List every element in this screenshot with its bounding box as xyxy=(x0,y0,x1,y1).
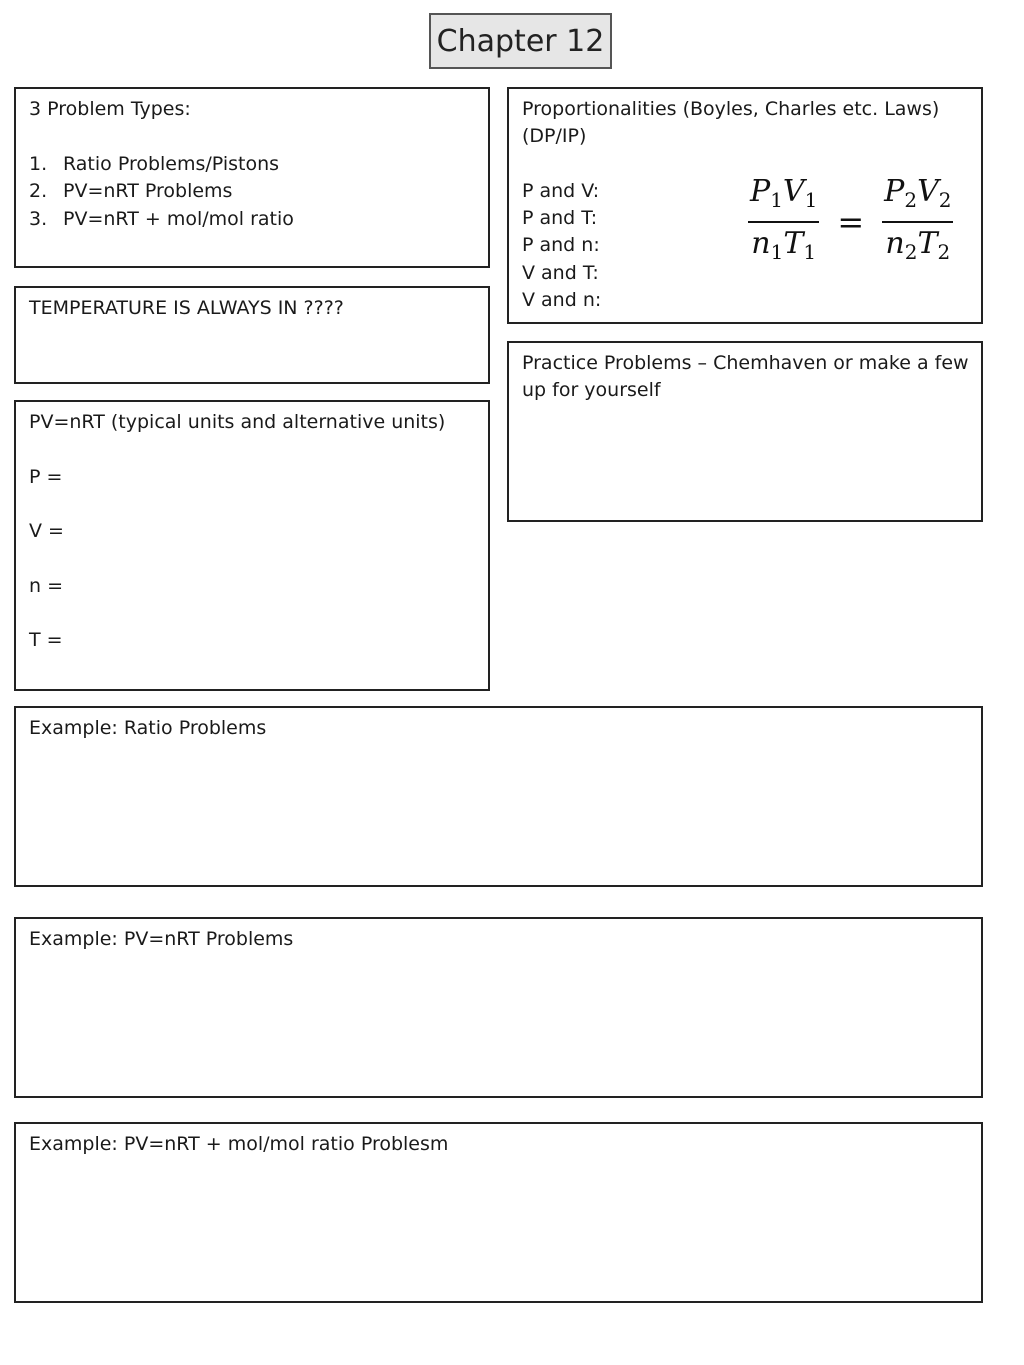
list-item: 1. Ratio Problems/Pistons xyxy=(29,153,280,175)
equals-sign: = xyxy=(837,203,865,241)
right-fraction: $\frac{P_2V_2}{n_2T_2}$ xyxy=(884,174,952,264)
example-ratio-heading: Example: Ratio Problems xyxy=(29,717,267,739)
temperature-row: T = xyxy=(29,629,63,651)
problem-types-list xyxy=(29,151,294,233)
list-item: 3. PV=nRT + mol/mol ratio xyxy=(29,207,294,230)
proportionalities-heading: Proportionalities (Boyles, Charles etc. Laws) xyxy=(522,98,940,120)
practice-line1: Practice Problems – Chemhaven or make a few xyxy=(522,352,969,374)
list-item: 2. PV=nRT Problems xyxy=(29,180,233,203)
pair-p-v: P and V: xyxy=(522,180,600,202)
combined-gas-law-formula xyxy=(748,174,953,270)
pvnrt-units-heading: PV=nRT (typical units and alternative units) xyxy=(29,411,446,433)
example-molratio-heading: Example: PV=nRT + mol/mol ratio Problesm xyxy=(29,1133,449,1155)
temperature-text: TEMPERATURE IS ALWAYS IN ???? xyxy=(29,297,344,319)
page-title: Chapter 12 xyxy=(429,13,612,69)
pvnrt-units-box xyxy=(14,400,490,691)
moles-row: n = xyxy=(29,575,64,597)
pair-p-n: P and n: xyxy=(522,234,600,256)
pair-v-n: V and n: xyxy=(522,289,602,311)
pair-v-t: V and T: xyxy=(522,262,599,284)
pressure-row: P = xyxy=(29,466,63,488)
problem-types-heading: 3 Problem Types: xyxy=(29,98,191,120)
proportionalities-subheading: (DP/IP) xyxy=(522,125,587,147)
pair-p-t: P and T: xyxy=(522,207,598,229)
volume-row: V = xyxy=(29,520,64,542)
practice-line2: up for yourself xyxy=(522,379,661,401)
example-pvnrt-heading: Example: PV=nRT Problems xyxy=(29,928,294,950)
left-fraction: $\frac{P_1V_1}{n_1T_1}$ xyxy=(750,174,818,264)
